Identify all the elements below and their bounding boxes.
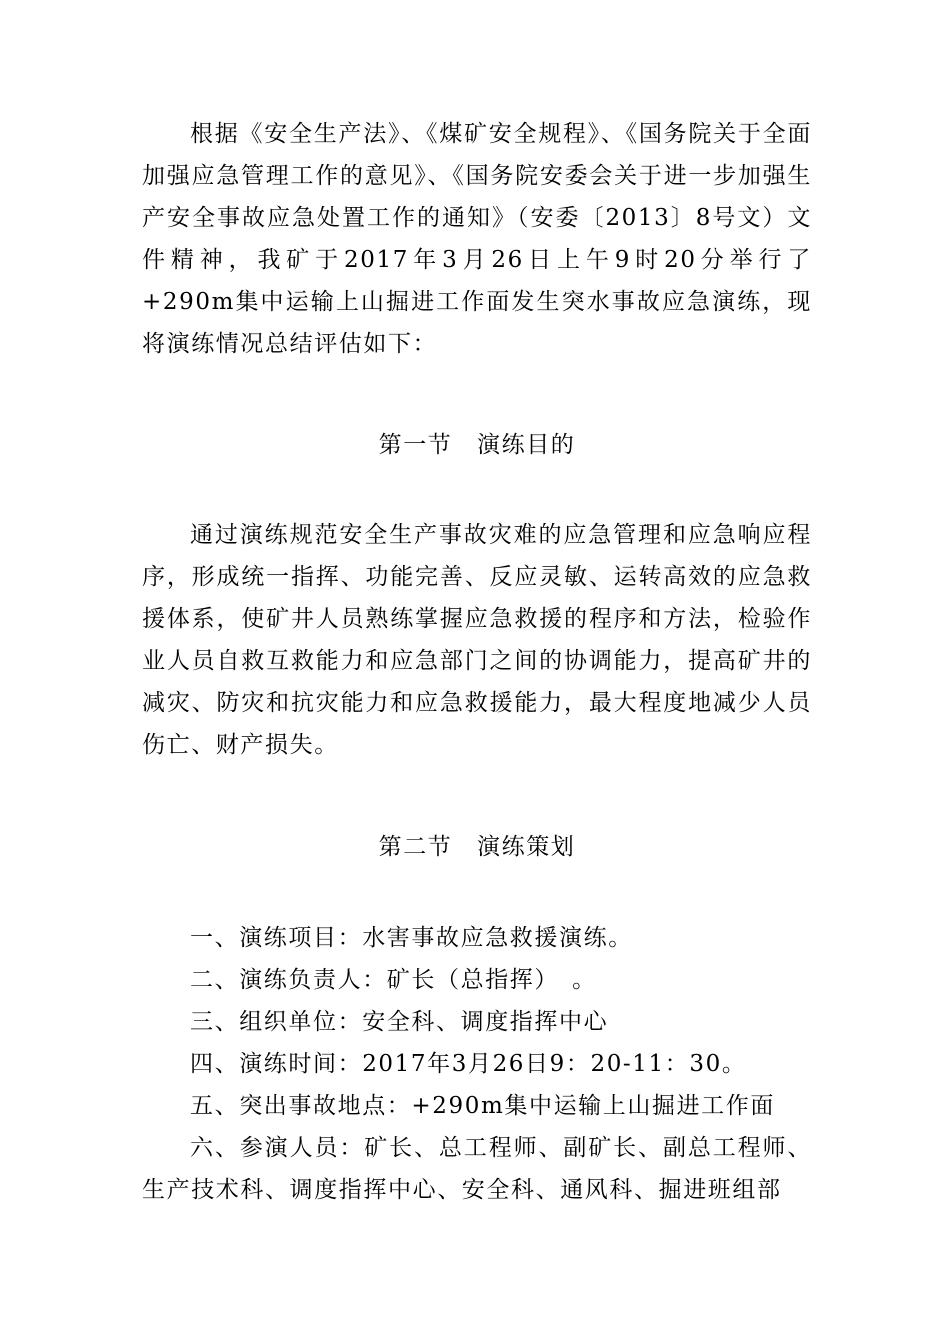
list-item: 四、演练时间：2017年3月26日9：20-11：30。 [190, 1051, 747, 1077]
section-2-item-list [142, 917, 812, 1211]
section-1-heading: 第一节 演练目的 [378, 432, 576, 458]
list-item: 五、突出事故地点：+290m集中运输上山掘进工作面 [190, 1093, 775, 1119]
section-2-heading: 第二节 演练策划 [378, 834, 576, 860]
list-item: 六、参演人员：矿长、总工程师、副矿长、副总工程师、生产技术科、调度指挥中心、安全科、通风科、掘进班组部 [142, 1135, 812, 1203]
list-item: 三、组织单位：安全科、调度指挥中心 [190, 1009, 609, 1035]
section-1-paragraph: 通过演练规范安全生产事故灾难的应急管理和应急响应程序，形成统一指挥、功能完善、反应灵敏、运转高效的应急救援体系，使矿井人员熟练掌握应急救援的程序和方法，检验作业人员自救互救能力和应急部门之间的协调能力，提高矿井的减灾、防灾和抗灾能力和应急救援能力，最大程度地减少人员伤亡、财产损失。 [142, 522, 812, 758]
list-item: 二、演练负责人：矿长（总指挥） 。 [190, 967, 597, 993]
list-item: 一、演练项目：水害事故应急救援演练。 [190, 925, 633, 951]
intro-paragraph: 根据《安全生产法》、《煤矿安全规程》、《国务院关于全面加强应急管理工作的意见》、《国务院安委会关于进一步加强生产安全事故应急处置工作的通知》（安委〔2013〕8号文）文件精神，我矿于2017年3月26日上午9时20分举行了+290m集中运输上山掘进工作面发生突水事故应急演练，现将演练情况总结评估如下： [142, 121, 812, 357]
